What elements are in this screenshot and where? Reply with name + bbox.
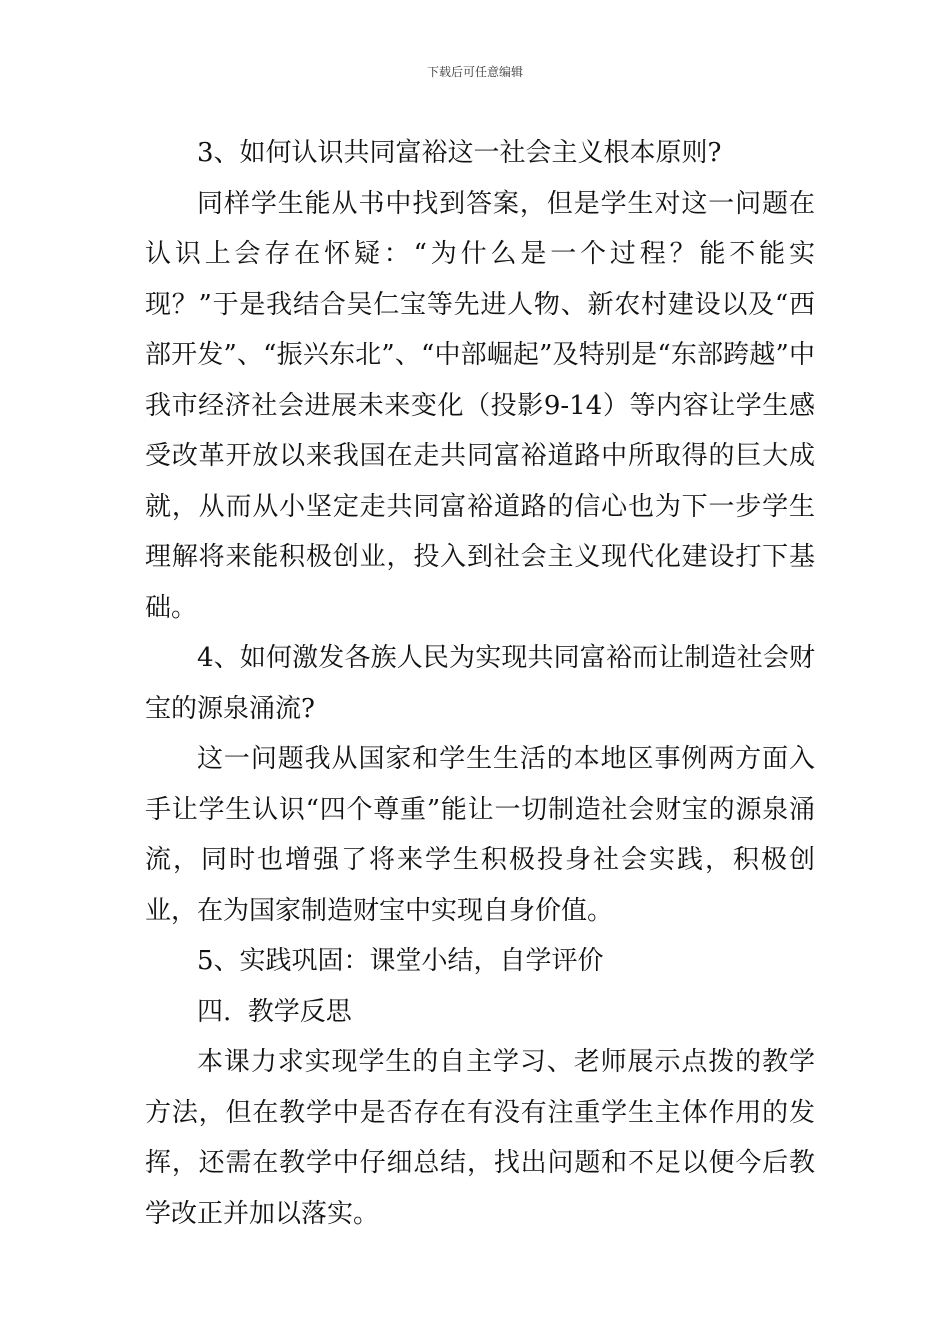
section-4-heading: 四. 教学反思	[197, 996, 352, 1027]
page-header: 下载后可任意编辑	[426, 65, 523, 79]
question-4-heading: 4、如何激发各族人民为实现共同富裕而让制造社会财宝的源泉涌流?	[145, 643, 815, 724]
question-3-answer: 同样学生能从书中找到答案，但是学生对这一问题在认识上会存在怀疑：“为什么是一个过程？能不能实现？”于是我结合吴仁宝等先进人物、新农村建设以及“西部开发”、“振兴东北”、“中部崛起”及特别是“东部跨越”中我市经济社会进展未来变化（投影9-14）等内容让学生感受改革开放以来我国在走共同富裕道路中所取得的巨大成就，从而从小坚定走共同富裕道路的信心也为下一步学生理解将来能积极创业，投入到社会主义现代化建设打下基础。	[145, 188, 815, 623]
reflection-paragraph: 本课力求实现学生的自主学习、老师展示点拨的教学方法，但在教学中是否存在有没有注重学生主体作用的发挥，还需在教学中仔细总结，找出问题和不足以便今后教学改正并加以落实。	[145, 1047, 815, 1229]
document-body	[145, 128, 815, 1239]
question-4-answer: 这一问题我从国家和学生生活的本地区事例两方面入手让学生认识“四个尊重”能让一切制造社会财宝的源泉涌流，同时也增强了将来学生积极投身社会实践，积极创业，在为国家制造财宝中实现自身价值。	[145, 744, 815, 926]
question-5-heading: 5、实践巩固：课堂小结，自学评价	[197, 946, 604, 976]
question-3-heading: 3、如何认识共同富裕这一社会主义根本原则?	[197, 138, 722, 168]
